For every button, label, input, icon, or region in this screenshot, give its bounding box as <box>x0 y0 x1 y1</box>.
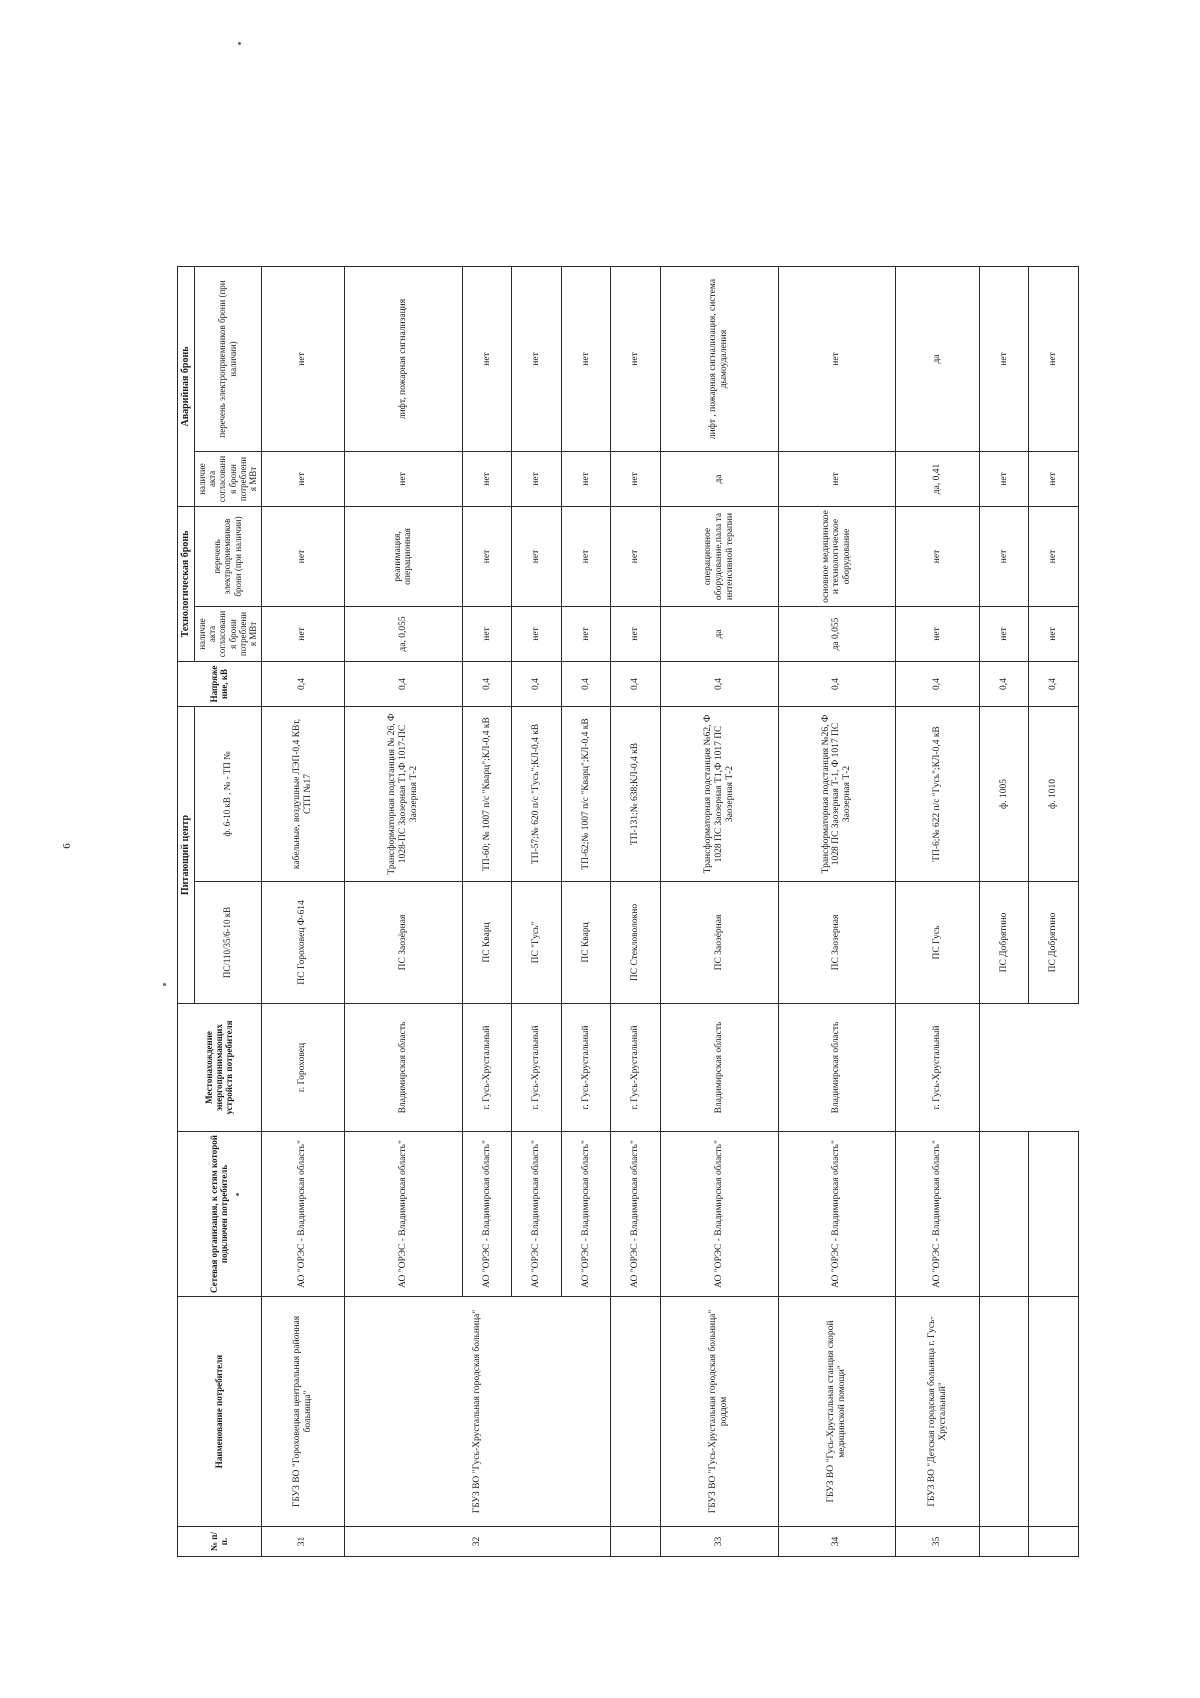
cell-network: АО "ОРЭС - Владимирская область" <box>896 1132 980 1297</box>
cell-tech-list: нет <box>1029 507 1079 607</box>
cell-voltage: 0,4 <box>261 662 345 707</box>
cell-tech-act: да 0,055 <box>778 607 896 662</box>
cell-name: ГБУЗ ВО "Гусь-Хрустальная городская больница" роддом <box>661 1297 779 1527</box>
table-row <box>261 267 345 1557</box>
cell-substation: ПС Стекловолокно <box>611 882 661 1004</box>
cell-substation: ПС Добрятино <box>979 882 1029 1004</box>
cell-voltage: 0,4 <box>512 662 562 707</box>
cell-emerg-act: нет <box>512 452 562 507</box>
cell-tech-list: нет <box>462 507 512 607</box>
cell-substation: ПС Кварц <box>462 882 512 1004</box>
cell-emerg-act: нет <box>345 452 463 507</box>
cell-network: АО "ОРЭС - Владимирская область" <box>561 1132 611 1297</box>
cell-location: Владимирская область <box>661 1004 779 1132</box>
cell-substation: ПС Заозёрная <box>661 882 779 1004</box>
cell-voltage: 0,4 <box>561 662 611 707</box>
cell-network <box>1029 1132 1079 1297</box>
cell-num: 34 <box>778 1527 896 1557</box>
cell-name: ГБУЗ ВО "Гороховецкая центральная районная больница" <box>261 1297 345 1527</box>
cell-tech-list: нет <box>561 507 611 607</box>
cell-feeder: ТП-131;№ 638;КЛ-0,4 кВ <box>611 707 661 882</box>
cell-num <box>979 1527 1029 1557</box>
cell-voltage: 0,4 <box>462 662 512 707</box>
cell-num: 33 <box>661 1527 779 1557</box>
cell-network: АО "ОРЭС - Владимирская область" <box>512 1132 562 1297</box>
cell-tech-act: нет <box>462 607 512 662</box>
cell-emerg-act: нет <box>1029 452 1079 507</box>
cell-emerg-act: нет <box>462 452 512 507</box>
cell-name <box>1029 1297 1079 1527</box>
cell-num <box>1029 1527 1079 1557</box>
cell-tech-act: нет <box>611 607 661 662</box>
cell-network: АО "ОРЭС - Владимирская область" <box>611 1132 661 1297</box>
cell-substation: ПС Заозёрная <box>345 882 463 1004</box>
cell-emerg-list: нет <box>512 267 562 452</box>
table-row <box>611 267 661 1557</box>
cell-name: ГБУЗ ВО "Гусь-Хрустальная городская больница" <box>345 1297 611 1527</box>
header-name: Наименование потребителя <box>178 1297 262 1527</box>
cell-emerg-list: нет <box>261 267 345 452</box>
cell-tech-act: нет <box>1029 607 1079 662</box>
header-emerg-list: перечень электроприемников брони (при наличии) <box>194 267 261 452</box>
cell-emerg-list: лифт, пожарная сигнализация <box>345 267 463 452</box>
cell-feeder: ТП-6;№ 622 п/с "Гусь";КЛ-0,4 кВ <box>896 707 980 882</box>
cell-feeder: Трансформаторная подстанция №62, Ф 1028 ПС Заозерная Т1,Ф 1017 ПС Заозерная Т-2 <box>661 707 779 882</box>
cell-location <box>979 1004 1029 1132</box>
cell-substation: ПС Гусь <box>896 882 980 1004</box>
cell-emerg-list: нет <box>462 267 512 452</box>
cell-num: 32 <box>345 1527 611 1557</box>
cell-emerg-list: нет <box>778 267 896 452</box>
cell-tech-list: реанимация, операционная <box>345 507 463 607</box>
table-row <box>778 267 896 1557</box>
header-emerg-act: наличие акта согласования брони потребления МВт <box>194 452 261 507</box>
scan-speck <box>238 42 241 45</box>
cell-emerg-act: да <box>661 452 779 507</box>
header-location: Местонахождение энергопринимающих устройств потребителя <box>178 1004 262 1132</box>
cell-network: АО "ОРЭС - Владимирская область" <box>462 1132 512 1297</box>
cell-feeder: ТП-60; № 1007 п/с "Кварц";КЛ-0,4 кВ <box>462 707 512 882</box>
cell-voltage: 0,4 <box>896 662 980 707</box>
cell-voltage: 0,4 <box>778 662 896 707</box>
page-number: 6 <box>60 843 73 849</box>
header-feeder: ф. 6-10 кВ , № - ТП № <box>194 707 261 882</box>
cell-substation: ПС Заозерная <box>778 882 896 1004</box>
consumer-table <box>177 266 1079 1557</box>
header-voltage: Напряжение, кВ <box>178 662 262 707</box>
cell-voltage: 0,4 <box>661 662 779 707</box>
cell-network: АО "ОРЭС - Владимирская область" <box>261 1132 345 1297</box>
cell-tech-list: нет <box>261 507 345 607</box>
cell-location: г. Гороховец <box>261 1004 345 1132</box>
header-network: Сетевая организация, к сетям которой подключен потребитель <box>178 1132 262 1297</box>
cell-name: ГБУЗ ВО "Гусь-Хрустальная станция скорой медицинской помощи" <box>778 1297 896 1527</box>
cell-tech-act: нет <box>512 607 562 662</box>
cell-substation: ПС "Гусь" <box>512 882 562 1004</box>
cell-feeder: ТП-62;№ 1007 п/с "Кварц";КЛ-0,4 кВ <box>561 707 611 882</box>
cell-emerg-act: нет <box>261 452 345 507</box>
cell-num: 31 <box>261 1527 345 1557</box>
cell-tech-list: нет <box>611 507 661 607</box>
cell-network: АО "ОРЭС - Владимирская область" <box>345 1132 463 1297</box>
cell-emerg-act: нет <box>979 452 1029 507</box>
cell-tech-list: нет <box>896 507 980 607</box>
cell-name: ГБУЗ ВО "Детская городская больница г. Гусь-Хрустальный" <box>896 1297 980 1527</box>
cell-feeder: ф. 1010 <box>1029 707 1079 882</box>
header-feed-center: Питающий центр <box>178 707 195 1004</box>
cell-feeder: ТП-57;№ 620 п/с "Гусь";КЛ-0,4 кВ <box>512 707 562 882</box>
cell-voltage: 0,4 <box>979 662 1029 707</box>
header-tech-act: наличие акта согласования брони потребления МВт <box>194 607 261 662</box>
cell-tech-act: нет <box>979 607 1029 662</box>
cell-tech-act: да, 0,055 <box>345 607 463 662</box>
cell-location: г. Гусь-Хрустальный <box>896 1004 980 1132</box>
header-substation: ПС/110/35/6-10 кВ <box>194 882 261 1004</box>
cell-emerg-list: да <box>896 267 980 452</box>
cell-tech-list: операционное оборудование,пала та интенсивной терапии <box>661 507 779 607</box>
table-row <box>1029 267 1079 1557</box>
table-row <box>661 267 779 1557</box>
cell-voltage: 0,4 <box>345 662 463 707</box>
header-emerg-group: Аварийная бронь <box>178 267 195 507</box>
cell-location: Владимирская область <box>345 1004 463 1132</box>
header-num: № п/п. <box>178 1527 262 1557</box>
cell-network: АО "ОРЭС - Владимирская область" <box>778 1132 896 1297</box>
cell-tech-list: нет <box>512 507 562 607</box>
cell-substation: ПС Кварц <box>561 882 611 1004</box>
cell-tech-list: основное медицинское и технологическое оборудование <box>778 507 896 607</box>
cell-emerg-list: нет <box>979 267 1029 452</box>
cell-feeder: Трансформаторная подстанция № 26, Ф 1028-ПС Заозерная Т1,Ф 1017-ПС Заозерная Т-2 <box>345 707 463 882</box>
cell-tech-act: нет <box>896 607 980 662</box>
cell-name <box>979 1297 1029 1527</box>
cell-emerg-list: нет <box>611 267 661 452</box>
rotated-table-container <box>177 267 1079 1557</box>
cell-emerg-act: да, 0,41 <box>896 452 980 507</box>
cell-emerg-act: нет <box>561 452 611 507</box>
cell-emerg-list: лифт , пожарная сигнализация, система дымоудаления <box>661 267 779 452</box>
cell-name <box>611 1297 661 1527</box>
cell-location: г. Гусь-Хрустальный <box>611 1004 661 1132</box>
cell-feeder: ф. 1005 <box>979 707 1029 882</box>
cell-num <box>611 1527 661 1557</box>
cell-tech-act: да <box>661 607 779 662</box>
cell-location <box>1029 1004 1079 1132</box>
cell-emerg-act: нет <box>778 452 896 507</box>
cell-feeder: кабельные, воздушные ЛЭП-0,4 КВт, СТП №17 <box>261 707 345 882</box>
header-tech-group: Технологическая бронь <box>178 507 195 662</box>
cell-network <box>979 1132 1029 1297</box>
table-row <box>979 267 1029 1557</box>
cell-location: Владимирская область <box>778 1004 896 1132</box>
header-tech-list: перечень электроприемников брони (при наличии) <box>194 507 261 607</box>
cell-substation: ПС Гороховец Ф-614 <box>261 882 345 1004</box>
cell-location: г. Гусь-Хрустальный <box>561 1004 611 1132</box>
cell-substation: ПС Добрятино <box>1029 882 1079 1004</box>
cell-network: АО "ОРЭС - Владимирская область" <box>661 1132 779 1297</box>
scan-speck <box>163 983 166 986</box>
cell-num: 35 <box>896 1527 980 1557</box>
cell-tech-act: нет <box>261 607 345 662</box>
cell-voltage: 0,4 <box>1029 662 1079 707</box>
cell-feeder: Трансформаторная подстанция №26, Ф 1028 ПС Заозерная Т-1, Ф 1017 ПС Заозерная Т-2 <box>778 707 896 882</box>
cell-location: г. Гусь-Хрустальный <box>462 1004 512 1132</box>
cell-emerg-act: нет <box>611 452 661 507</box>
table-row <box>896 267 980 1557</box>
cell-emerg-list: нет <box>561 267 611 452</box>
cell-tech-list: нет <box>979 507 1029 607</box>
cell-tech-act: нет <box>561 607 611 662</box>
table-row <box>345 267 463 1557</box>
cell-location: г. Гусь-Хрустальный <box>512 1004 562 1132</box>
cell-emerg-list: нет <box>1029 267 1079 452</box>
cell-voltage: 0,4 <box>611 662 661 707</box>
